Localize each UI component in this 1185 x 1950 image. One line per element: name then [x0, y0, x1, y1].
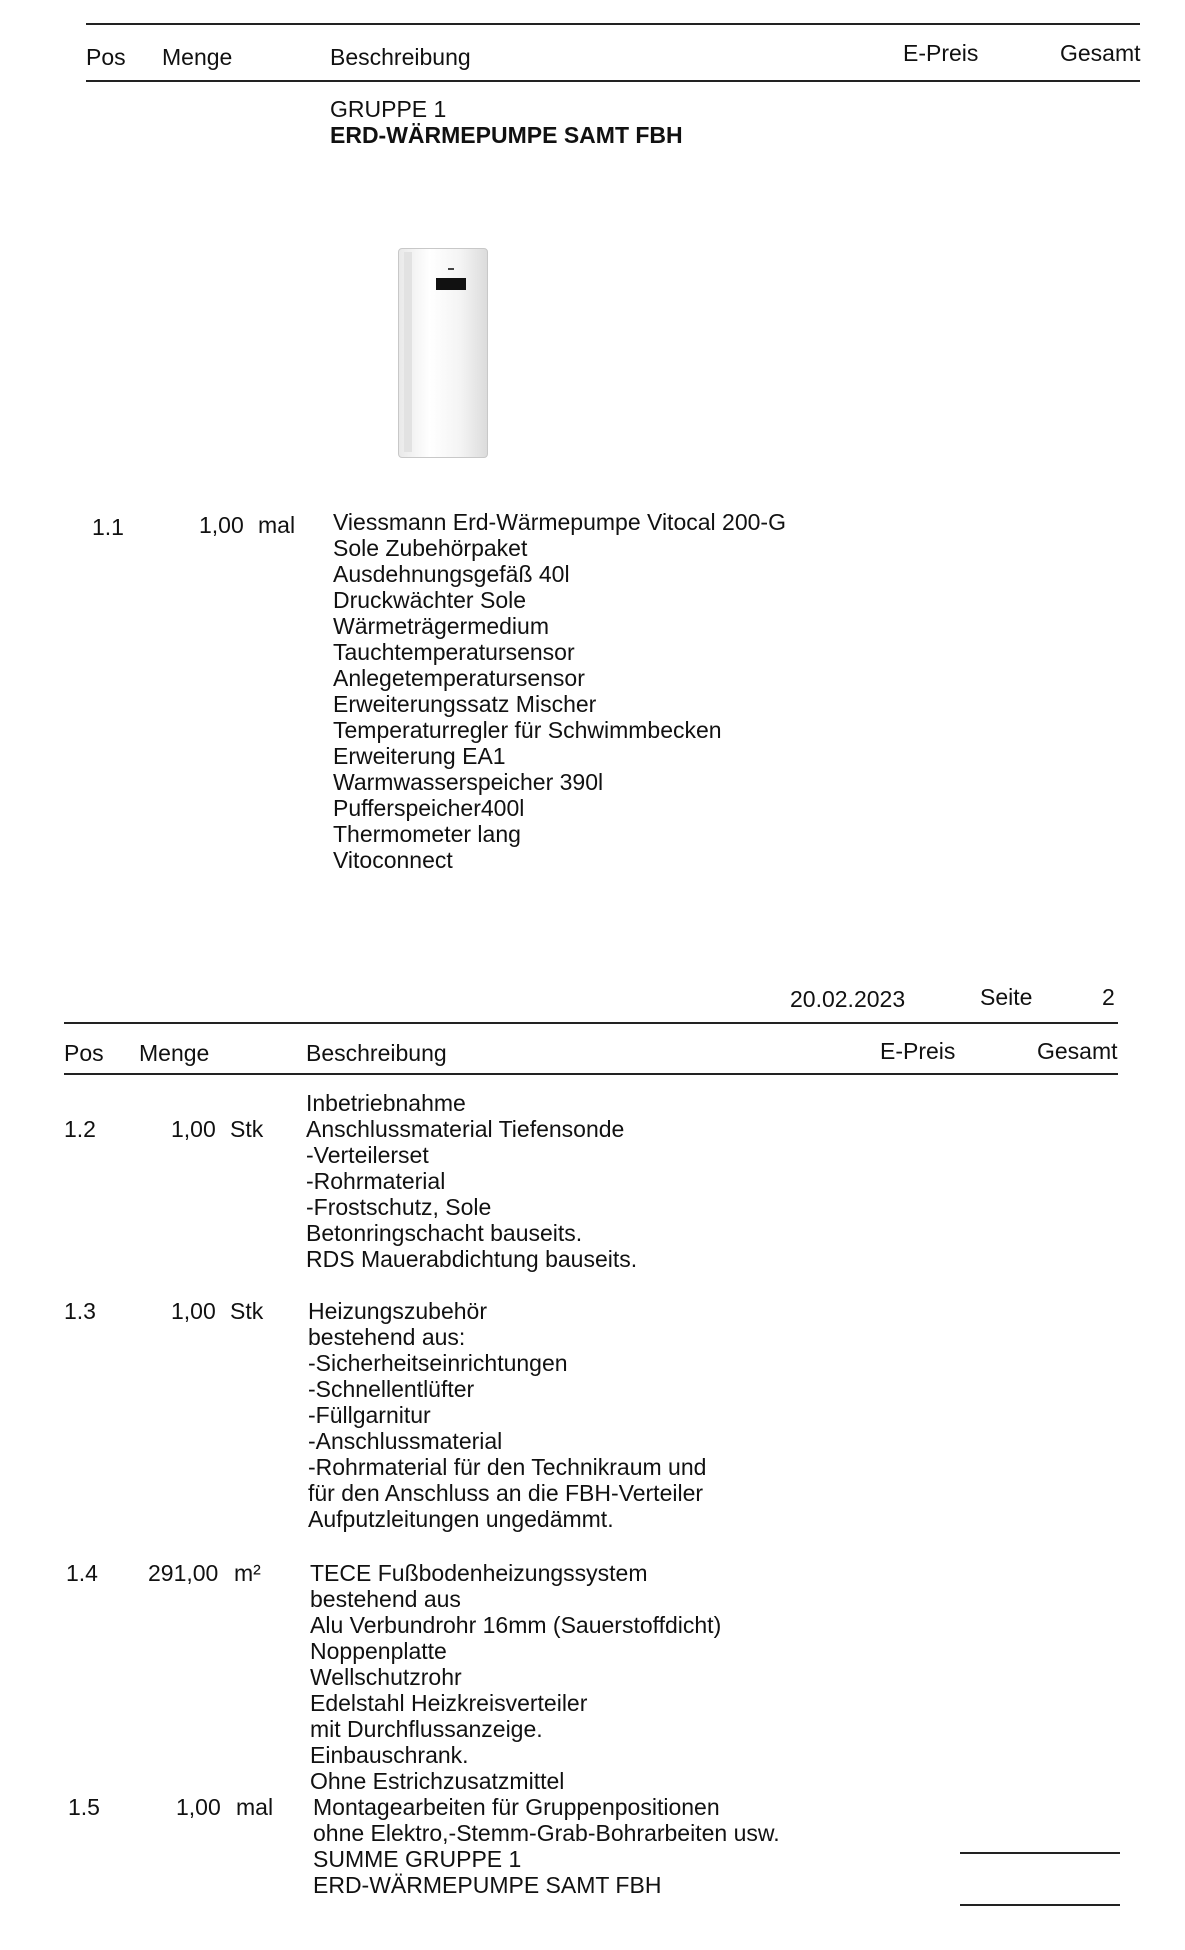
desc-line: Viessmann Erd-Wärmepumpe Vitocal 200-G: [333, 509, 786, 535]
summary-total-rule: [960, 1904, 1120, 1906]
desc-line: Anschlussmaterial Tiefensonde: [306, 1116, 625, 1142]
desc-line: Warmwasserspeicher 390l: [333, 769, 604, 795]
desc-line: Druckwächter Sole: [333, 587, 527, 613]
desc-line: Noppenplatte: [310, 1638, 447, 1664]
item-pos: 1.3: [64, 1298, 96, 1324]
summary-total-rule: [960, 1852, 1120, 1854]
desc-line: -Füllgarnitur: [308, 1402, 431, 1428]
desc-line: -Frostschutz, Sole: [306, 1194, 492, 1220]
desc-line: bestehend aus: [310, 1586, 461, 1612]
group-number: GRUPPE 1: [330, 96, 447, 122]
desc-line: -Schnellentlüfter: [308, 1376, 475, 1402]
item-pos: 1.2: [64, 1116, 96, 1142]
desc-line: Ohne Estrichzusatzmittel: [310, 1768, 565, 1794]
col-header-gesamt: Gesamt: [1060, 40, 1141, 66]
top-rule: [86, 23, 1140, 25]
desc-line: TECE Fußbodenheizungssystem: [310, 1560, 648, 1586]
desc-line: Betonringschacht bauseits.: [306, 1220, 583, 1246]
desc-line: Anlegetemperatursensor: [333, 665, 585, 691]
desc-line: -Verteilerset: [306, 1142, 429, 1168]
desc-line: Erweiterung EA1: [333, 743, 506, 769]
summary-label: SUMME GRUPPE 1: [313, 1846, 522, 1872]
col-header-epreis: E-Preis: [903, 40, 979, 66]
col-header-menge: Menge: [139, 1040, 210, 1066]
desc-line: mit Durchflussanzeige.: [310, 1716, 543, 1742]
carry-line: Inbetriebnahme: [306, 1090, 466, 1116]
desc-line: Montagearbeiten für Gruppenpositionen: [313, 1794, 720, 1820]
item-unit: mal: [236, 1794, 274, 1820]
desc-line: Aufputzleitungen ungedämmt.: [308, 1506, 614, 1532]
item-qty: 1,00: [171, 1116, 216, 1142]
desc-line: Edelstahl Heizkreisverteiler: [310, 1690, 588, 1716]
col-header-pos: Pos: [64, 1040, 104, 1066]
heat-pump-image: [398, 248, 488, 458]
desc-line: Wärmeträgermedium: [333, 613, 549, 639]
desc-line: Sole Zubehörpaket: [333, 535, 528, 561]
page-date: 20.02.2023: [790, 986, 906, 1012]
item-description: [306, 1116, 637, 1272]
col-header-beschreibung: Beschreibung: [306, 1040, 447, 1066]
page-number: 2: [1102, 984, 1115, 1010]
group-summary: [313, 1846, 661, 1898]
desc-line: Pufferspeicher400l: [333, 795, 525, 821]
item-unit: m²: [234, 1560, 261, 1586]
item-description: [313, 1794, 780, 1846]
item-qty: 1,00: [171, 1298, 216, 1324]
item-pos: 1.5: [68, 1794, 100, 1820]
desc-line: Ausdehnungsgefäß 40l: [333, 561, 570, 587]
col-header-menge: Menge: [162, 44, 233, 70]
desc-line: -Rohrmaterial: [306, 1168, 446, 1194]
summary-title: ERD-WÄRMEPUMPE SAMT FBH: [313, 1872, 662, 1898]
desc-line: Erweiterungssatz Mischer: [333, 691, 597, 717]
header-rule: [86, 80, 1140, 82]
item-pos: 1.1: [92, 514, 124, 540]
item-qty: 291,00: [148, 1560, 219, 1586]
item-description: [308, 1298, 706, 1532]
desc-line: bestehend aus:: [308, 1324, 466, 1350]
col-header-pos: Pos: [86, 44, 126, 70]
page-label: Seite: [980, 984, 1033, 1010]
desc-line: Vitoconnect: [333, 847, 453, 873]
col-header-beschreibung: Beschreibung: [330, 44, 471, 70]
desc-line: RDS Mauerabdichtung bauseits.: [306, 1246, 638, 1272]
item-qty: 1,00: [176, 1794, 221, 1820]
desc-line: -Rohrmaterial für den Technikraum und: [308, 1454, 707, 1480]
desc-line: -Sicherheitseinrichtungen: [308, 1350, 568, 1376]
desc-line: Temperaturregler für Schwimmbecken: [333, 717, 722, 743]
desc-line: Wellschutzrohr: [310, 1664, 462, 1690]
desc-line: Heizungszubehör: [308, 1298, 488, 1324]
item-description: [333, 509, 786, 873]
page2-top-rule: [64, 1022, 1118, 1024]
desc-line: für den Anschluss an die FBH-Verteiler: [308, 1480, 704, 1506]
item-pos: 1.4: [66, 1560, 98, 1586]
page2-header-rule: [64, 1073, 1118, 1075]
item-unit: Stk: [230, 1298, 264, 1324]
item-qty: 1,00: [199, 512, 244, 538]
item-unit: Stk: [230, 1116, 264, 1142]
desc-line: Einbauschrank.: [310, 1742, 469, 1768]
item-unit: mal: [258, 512, 296, 538]
item-description: [310, 1560, 721, 1794]
desc-line: Thermometer lang: [333, 821, 521, 847]
desc-line: Tauchtemperatursensor: [333, 639, 575, 665]
group-title: ERD-WÄRMEPUMPE SAMT FBH: [330, 122, 683, 148]
col-header-gesamt: Gesamt: [1037, 1038, 1118, 1064]
desc-line: Alu Verbundrohr 16mm (Sauerstoffdicht): [310, 1612, 722, 1638]
desc-line: -Anschlussmaterial: [308, 1428, 503, 1454]
desc-line: ohne Elektro,-Stemm-Grab-Bohrarbeiten usw.: [313, 1820, 780, 1846]
col-header-epreis: E-Preis: [880, 1038, 956, 1064]
